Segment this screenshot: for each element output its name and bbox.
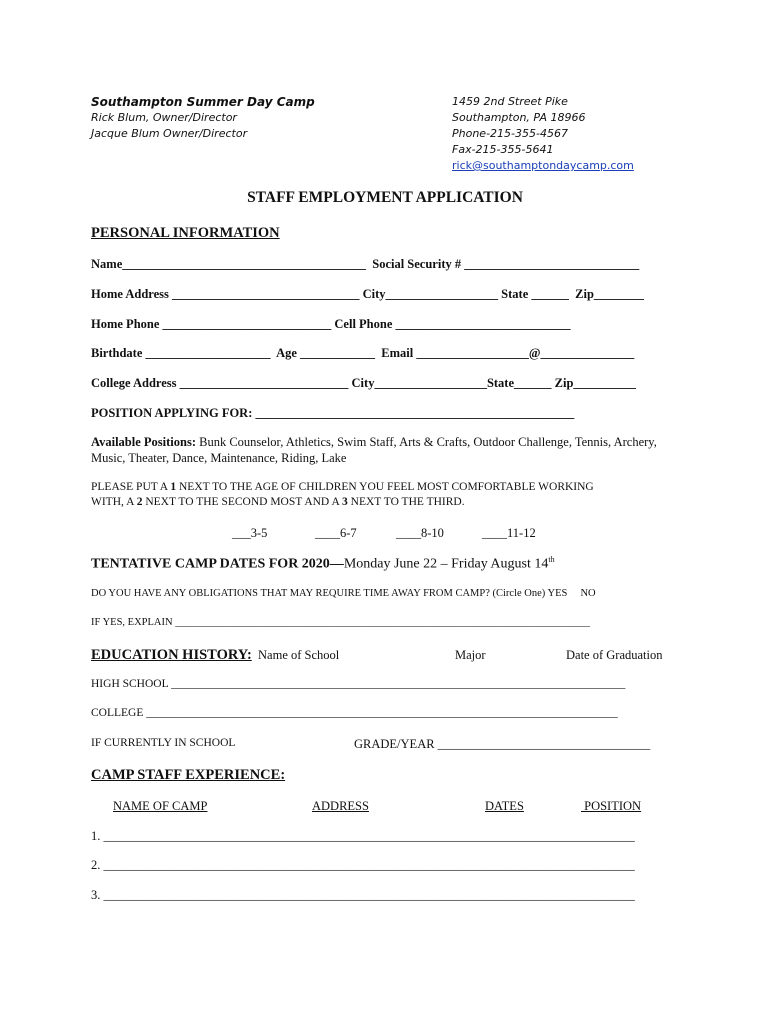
col-major: Major bbox=[455, 648, 486, 662]
rank-3: 3 bbox=[342, 496, 348, 508]
grade-year-field[interactable]: GRADE/YEAR __________________________________ bbox=[354, 737, 651, 751]
age-instructions-line-1 bbox=[91, 481, 594, 493]
page-title: STAFF EMPLOYMENT APPLICATION bbox=[247, 189, 523, 206]
experience-row[interactable]: 2. _____________________________________________________________________________________ bbox=[91, 858, 635, 872]
camp-name: Southampton Summer Day Camp bbox=[91, 95, 315, 109]
experience-row[interactable]: 1. _____________________________________________________________________________________ bbox=[91, 829, 635, 843]
personal-info-heading: PERSONAL INFORMATION bbox=[91, 225, 280, 241]
camp-dates bbox=[91, 555, 555, 573]
birthdate-age-email-field[interactable]: Birthdate ____________________ Age ____________ Email __________________@_______________ bbox=[91, 346, 635, 360]
phone-number: Phone-215-355-4567 bbox=[452, 127, 568, 140]
age-instr-text: NEXT TO THE AGE OF CHILDREN YOU FEEL MOST COMFORTABLE WORKING bbox=[176, 481, 594, 493]
camp-dates-label: TENTATIVE CAMP DATES FOR 2020— bbox=[91, 556, 344, 572]
college-field[interactable]: COLLEGE __________________________________________________________________________________ bbox=[91, 707, 618, 719]
camp-experience-heading: CAMP STAFF EXPERIENCE: bbox=[91, 767, 286, 783]
high-school-field[interactable]: HIGH SCHOOL _______________________________________________________________________________ bbox=[91, 678, 626, 690]
obligations-question[interactable]: DO YOU HAVE ANY OBLIGATIONS THAT MAY REQUIRE TIME AWAY FROM CAMP? (Circle One) YES NO bbox=[91, 588, 596, 599]
col-position: POSITION bbox=[581, 799, 642, 813]
college-address-field[interactable]: College Address ___________________________ City__________________State______ Zip__________ bbox=[91, 376, 636, 390]
age-instr-text: WITH, A bbox=[91, 496, 137, 508]
age-option-8-10[interactable]: ____8-10 bbox=[396, 526, 444, 540]
available-positions-list-2: Music, Theater, Dance, Maintenance, Riding, Lake bbox=[91, 451, 347, 465]
available-positions-label: Available Positions: bbox=[91, 435, 196, 449]
col-dates: DATES bbox=[485, 799, 524, 813]
age-option-6-7[interactable]: ____6-7 bbox=[315, 526, 357, 540]
col-camp-name: NAME OF CAMP bbox=[113, 799, 208, 813]
experience-row[interactable]: 3. _____________________________________________________________________________________ bbox=[91, 888, 635, 902]
rank-2: 2 bbox=[136, 496, 143, 508]
phone-fields[interactable]: Home Phone ___________________________ Cell Phone ____________________________ bbox=[91, 317, 571, 331]
camp-header-right bbox=[452, 94, 634, 174]
age-instr-text: NEXT TO THE SECOND MOST AND A bbox=[142, 496, 343, 508]
education-header-row bbox=[91, 647, 339, 664]
fax-number: Fax-215-355-5641 bbox=[452, 143, 554, 156]
available-positions-list-1: Bunk Counselor, Athletics, Swim Staff, Arts & Crafts, Outdoor Challenge, Tennis, Archery, bbox=[195, 435, 657, 449]
col-graduation-date: Date of Graduation bbox=[566, 648, 663, 662]
position-applying-field[interactable]: POSITION APPLYING FOR: ___________________________________________________ bbox=[91, 406, 575, 420]
camp-header-left bbox=[91, 94, 315, 142]
home-address-field[interactable]: Home Address ______________________________ City__________________ State ______ Zip________ bbox=[91, 287, 644, 301]
city-state-zip: Southampton, PA 18966 bbox=[452, 111, 586, 124]
owner-director-2: Jacque Blum Owner/Director bbox=[91, 127, 248, 140]
name-ssn-field[interactable]: Name_______________________________________ Social Security # ____________________________ bbox=[91, 257, 640, 271]
owner-director-1: Rick Blum, Owner/Director bbox=[91, 111, 237, 124]
email-link[interactable]: rick@southamptondaycamp.com bbox=[452, 159, 634, 172]
obligations-explain-field[interactable]: IF YES, EXPLAIN _______________________________________________________________________________ bbox=[91, 617, 590, 628]
age-instr-text: PLEASE PUT A bbox=[91, 481, 171, 493]
age-instructions-line-2 bbox=[91, 496, 465, 508]
camp-dates-suffix: th bbox=[548, 555, 555, 564]
col-address: ADDRESS bbox=[312, 799, 369, 813]
currently-in-school-label: IF CURRENTLY IN SCHOOL bbox=[91, 737, 236, 749]
rank-1: 1 bbox=[170, 481, 177, 493]
camp-dates-range: Monday June 22 – Friday August 14 bbox=[343, 556, 549, 572]
education-heading: EDUCATION HISTORY: bbox=[91, 647, 252, 663]
available-positions bbox=[91, 435, 657, 450]
col-school-name: Name of School bbox=[251, 648, 340, 662]
age-instr-text: NEXT TO THE THIRD. bbox=[347, 496, 465, 508]
street-address: 1459 2nd Street Pike bbox=[452, 95, 568, 108]
age-option-3-5[interactable]: ___3-5 bbox=[232, 526, 268, 540]
age-option-11-12[interactable]: ____11-12 bbox=[482, 526, 536, 540]
